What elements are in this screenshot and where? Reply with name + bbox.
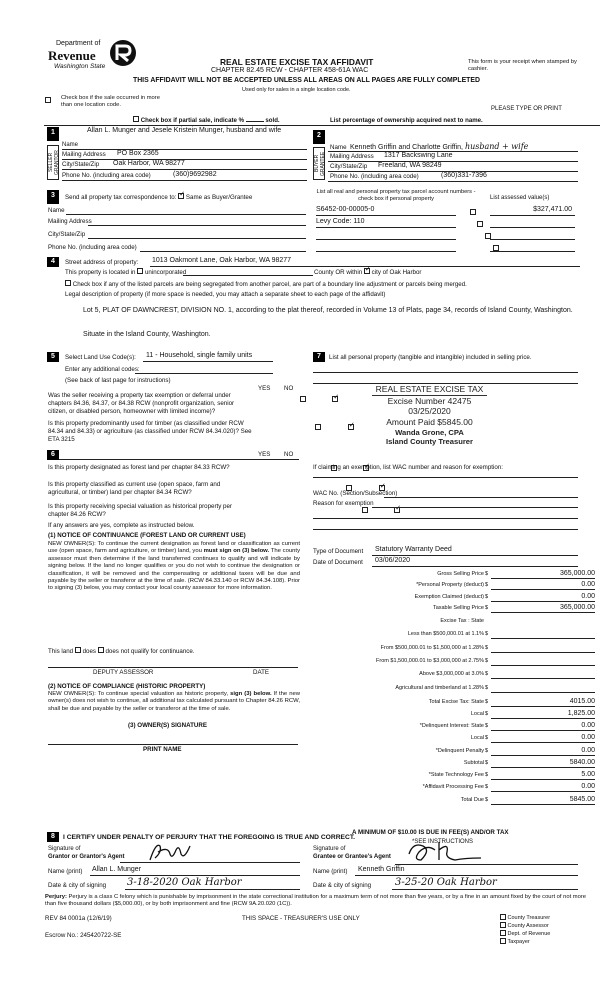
grantee-signature[interactable] — [405, 838, 485, 864]
buyer-phone-label: Phone No. (including area code) — [330, 173, 419, 180]
tax-row — [313, 670, 599, 680]
s6-yes-header: YES — [258, 451, 271, 458]
city-checkbox[interactable] — [364, 268, 370, 274]
see-back-note: (See back of last page for instructions) — [65, 377, 171, 384]
tax-row — [313, 684, 599, 694]
tax-row-amount[interactable] — [491, 684, 595, 693]
copy-county-assessor: County Assessor — [500, 922, 550, 930]
logo-revenue: Revenue — [48, 48, 96, 63]
tax-row — [313, 630, 599, 640]
notice-continuance-body: NEW OWNER(S): To continue the current designation as forest land or classification as current use (open space, farm and agriculture, or timber) land, you must sign on (3) below. The county assessor must then determine if the land transferred continues to qualify and will indicate by signing below. If the land no longer qualifies or you do not wish to continue the designation or classification, it will be removed and the compensating or additional taxes will be due and payable by the seller or transferor at the time of sale. (RCW 84.33.140 or RCW 84.34.108). Prior to signing (3) below, you may contact your local county assessor for more information. — [48, 541, 301, 592]
tax-row-label: Gross Selling Price — [437, 571, 484, 577]
legal-label: Legal description of property (if more space is needed, you may attach a separate sheet to each page of the affidavit) — [65, 291, 386, 298]
tax-row-label: *Delinquent Penalty — [435, 748, 484, 754]
notice-compliance-body: NEW OWNER(S): To continue special valuation as historic property, sign (3) below. If the new owner(s) does not wish to continue, all additional tax calculated pursuant to Chapter 84.26 RCW, shall be due and payable by the seller or transferor at the time of sale. — [48, 691, 301, 712]
parcel-personal-checkbox-2[interactable] — [477, 221, 483, 227]
grantee-name[interactable]: Kenneth Griffin — [358, 866, 405, 873]
buyer-csz[interactable]: Freeland, WA 98249 — [378, 162, 442, 169]
section-5-badge: 5 — [47, 352, 59, 362]
perjury-note: Perjury: Perjury is a class C felony which is punishable by imprisonment in the state correctional institution for a maximum term of not more than five years, or by a fine in an amount fixed by the court of not more than five thousand dollars ($5,000.00), or by both imprisonment and fine (RCW 9A.20.020 (1C)). — [45, 894, 586, 908]
tax-row — [313, 644, 599, 654]
seller-csz[interactable]: Oak Harbor, WA 98277 — [113, 160, 185, 167]
tax-row-label: *Delinquent Interest: State — [419, 723, 484, 729]
tax-row-label: *Affidavit Processing Fee — [422, 784, 484, 790]
tax-row-label: Above $3,000,000 at 3.0% — [419, 671, 484, 677]
buyer-address-label: Mailing Address — [330, 153, 374, 160]
same-as-buyer-checkbox[interactable] — [178, 193, 184, 199]
doc-date-label: Date of Document — [313, 559, 363, 566]
grantee-sig-label: Signature of Grantee or Grantee's Agent — [313, 846, 391, 860]
rev-number: REV 84 0001a (12/6/19) — [45, 915, 112, 922]
grantor-date-label: Date & city of signing — [48, 882, 107, 889]
s6-if-yes: If any answers are yes, complete as instructed below. — [48, 522, 195, 529]
doc-type-label: Type of Document — [313, 548, 364, 555]
s3-csz-label: City/State/Zip — [48, 231, 86, 238]
section-3-badge: 3 — [47, 190, 59, 204]
tax-row — [313, 570, 599, 580]
tax-row — [313, 747, 599, 757]
copy-county-treasurer: County Treasurer — [500, 914, 550, 922]
s6-q3-no[interactable] — [394, 507, 400, 513]
dollar-sign: $ — [485, 723, 489, 729]
tax-row-label: Excise Tax : State — [440, 618, 484, 624]
section-8-badge: 8 — [47, 832, 59, 842]
dollar-sign: $ — [485, 671, 489, 677]
unincorporated-checkbox[interactable] — [137, 268, 143, 274]
stamp-line-4: Amount Paid $5845.00 — [386, 416, 473, 427]
grantor-date-city[interactable]: 3-18-2020 Oak Harbor — [127, 877, 242, 888]
tax-row-amount[interactable]: 365,000.00 — [491, 604, 595, 613]
dollar-sign: $ — [485, 582, 489, 588]
tax-row — [313, 617, 599, 627]
form-title: REAL ESTATE EXCISE TAX AFFIDAVIT — [220, 57, 374, 67]
tax-row — [313, 796, 599, 806]
doc-type[interactable]: Statutory Warranty Deed — [375, 546, 452, 553]
s3-address-label: Mailing Address — [48, 218, 92, 225]
dollar-sign: $ — [485, 760, 489, 766]
dollar-sign: $ — [485, 571, 489, 577]
tax-row-amount[interactable]: 0.00 — [491, 581, 595, 590]
escrow-number: Escrow No.: 245420722-SE — [45, 932, 122, 939]
dollar-sign: $ — [485, 685, 489, 691]
located-line: This property is located in unincorporated — [65, 269, 187, 276]
treasurer-space: THIS SPACE - TREASURER'S USE ONLY — [242, 915, 360, 922]
dollar-sign: $ — [485, 735, 489, 741]
send-correspondence: Send all property tax correspondence to: ✓ Same as Buyer/Grantee — [65, 194, 252, 202]
tax-row — [313, 593, 599, 603]
grantor-sig-label: Signature of Grantor or Grantor's Agent — [48, 846, 125, 860]
owner-signature-label: (3) OWNER(S) SIGNATURE — [128, 722, 207, 729]
tax-row-label: Local — [470, 735, 484, 741]
parcel-number[interactable]: S6452-00-00005-0 — [316, 206, 375, 213]
form-chapter: CHAPTER 82.45 RCW - CHAPTER 458-61A WAC — [211, 67, 369, 74]
land-use-label: Select Land Use Code(s): — [65, 354, 136, 361]
tax-row-amount[interactable] — [491, 670, 595, 679]
s5-q1-no[interactable] — [332, 396, 338, 402]
buyer-name[interactable]: Kenneth Griffin and Charlotte Griffin, husband + wife — [350, 142, 529, 151]
street-address-label: Street address of property: — [65, 259, 139, 266]
seller-name-label: Name — [62, 142, 79, 148]
receipt-note: This form is your receipt when stamped by cashier. — [468, 59, 577, 73]
grantee-date-label: Date & city of signing — [313, 882, 372, 889]
dollar-sign: $ — [485, 645, 489, 651]
s5-q2-yes[interactable] — [315, 424, 321, 430]
buyer-phone[interactable]: (360)331-7396 — [441, 172, 487, 179]
partial-sale-checkbox[interactable] — [133, 116, 139, 122]
form-warning: THIS AFFIDAVIT WILL NOT BE ACCEPTED UNLESS ALL AREAS ON ALL PAGES ARE FULLY COMPLETED — [133, 77, 480, 84]
land-use-code[interactable]: 11 - Household, single family units — [146, 352, 253, 359]
logo-state: Washington State — [54, 63, 106, 70]
exemption-label: If claiming an exemption, list WAC number and reason for exemption: — [313, 464, 503, 471]
s5-question-2: Is this property predominantly used for timber (as classified under RCW 84.34 and 84.33) or agriculture (as classified under RCW 84.34.020)? See ETA 3215 — [48, 420, 252, 443]
tax-row-amount[interactable]: 0.00 — [491, 734, 595, 743]
levy-code[interactable]: Levy Code: 110 — [316, 218, 365, 225]
tax-row-label: Less than $500,000.01 at 1.1% — [407, 631, 484, 637]
tax-row-amount[interactable]: 5.00 — [491, 771, 595, 780]
tax-row-label: Total Due — [460, 797, 484, 803]
seller-address[interactable]: PO Box 2365 — [117, 150, 159, 157]
dollar-sign: $ — [485, 631, 489, 637]
street-address[interactable]: 1013 Oakmont Lane, Oak Harbor, WA 98277 — [152, 257, 292, 264]
tax-row-label: *State Technology Fee — [428, 772, 484, 778]
dollar-sign: $ — [485, 699, 489, 705]
section-1-badge: 1 — [47, 127, 59, 141]
section-4-badge: 4 — [47, 257, 59, 267]
reason-label: Reason for exemption — [313, 500, 374, 507]
tax-row — [313, 783, 599, 793]
tax-row-label: From $1,500,000.01 to $3,000,000 at 2.75% — [376, 658, 484, 664]
tax-row — [313, 771, 599, 781]
s5-yes-header: YES — [258, 385, 271, 392]
segregated-checkbox[interactable] — [65, 280, 71, 286]
copy-distribution — [500, 914, 550, 946]
tax-row-amount[interactable]: 0.00 — [491, 747, 595, 756]
dollar-sign: $ — [485, 784, 489, 790]
tax-row-label: *Personal Property (deduct) — [416, 582, 484, 588]
buyer-csz-label: City/State/Zip — [330, 163, 368, 170]
dollar-sign: $ — [485, 711, 489, 717]
seller-name[interactable]: Allan L. Munger and Jesele Kristein Munger, husband and wife — [87, 127, 282, 134]
percentage-instruction: List percentage of ownership acquired next to name. — [330, 117, 483, 124]
dollar-sign: $ — [485, 772, 489, 778]
grantor-signature[interactable] — [146, 840, 196, 864]
grantee-name-label: Name (print) — [313, 868, 348, 875]
dor-logo-icon — [108, 38, 138, 68]
tax-row — [313, 657, 599, 667]
section-6-badge: 6 — [47, 450, 59, 460]
logo-dept: Department of — [56, 40, 101, 47]
dollar-sign: $ — [485, 797, 489, 803]
stamp-line-6: Island County Treasurer — [386, 436, 473, 446]
doc-date[interactable]: 03/06/2020 — [375, 557, 411, 564]
seller-csz-label: City/State/Zip — [62, 161, 100, 168]
s5-q1-yes[interactable] — [300, 396, 306, 402]
tax-row — [313, 734, 599, 744]
tax-row-amount[interactable]: 1,825.00 — [491, 710, 595, 719]
tax-row-amount[interactable] — [491, 630, 595, 639]
section-7-badge: 7 — [313, 352, 325, 362]
tax-row — [313, 698, 599, 708]
see-instructions: *SEE INSTRUCTIONS — [412, 839, 474, 845]
tax-row-amount[interactable]: 5840.00 — [491, 759, 595, 768]
tax-row — [313, 722, 599, 732]
multi-location-label: Check box if the sale occurred in more than one location code. — [61, 95, 160, 109]
section-2-badge: 2 — [313, 130, 325, 144]
tax-row-label: From $500,000.01 to $1,500,000 at 1.28% — [380, 645, 484, 651]
tax-row — [313, 759, 599, 769]
s6-q3-yes[interactable] — [362, 507, 368, 513]
deputy-date-label: DATE — [253, 669, 270, 676]
seller-address-label: Mailing Address — [62, 151, 106, 158]
this-land-line: This land does does not qualify for continuance. — [48, 648, 195, 655]
grantor-name[interactable]: Allan L. Munger — [92, 866, 142, 873]
seller-tab: SELLER GRANTOR — [47, 145, 59, 180]
s6-no-header: NO — [284, 451, 294, 458]
buyer-handwritten: husband + wife — [464, 142, 529, 151]
stamp-line-1: REAL ESTATE EXCISE TAX — [372, 384, 488, 396]
seller-phone-label: Phone No. (including area code) — [62, 172, 151, 179]
tax-row-amount[interactable] — [491, 644, 595, 653]
s3-phone-label: Phone No. (including area code) — [48, 244, 137, 251]
partial-sale: Check box if partial sale, indicate % sold. — [133, 117, 280, 125]
buyer-name-label: Name — [330, 144, 347, 151]
notice-continuance-title: (1) NOTICE OF CONTINUANCE (FOREST LAND OR CURRENT USE) — [48, 532, 246, 539]
tax-row-label: Agricultural and timberland at 1.28% — [395, 685, 484, 691]
tax-row-label: Local — [470, 711, 484, 717]
copy-taxpayer: Taxpayer — [500, 938, 550, 946]
land-does-not-checkbox[interactable] — [98, 647, 104, 653]
type-or-print: PLEASE TYPE OR PRINT — [491, 106, 562, 112]
tax-row-amount[interactable]: 0.00 — [491, 722, 595, 731]
excise-tax-stamp — [342, 384, 517, 446]
deputy-assessor-label: DEPUTY ASSESSOR — [93, 669, 154, 676]
s3-name-label: Name — [48, 207, 65, 214]
tax-row-amount[interactable]: 4015.00 — [491, 698, 595, 707]
assessed-value[interactable]: $327,471.00 — [533, 206, 572, 213]
stamp-line-2: Excise Number 42475 — [387, 395, 472, 406]
additional-codes-label: Enter any additional codes: — [65, 366, 140, 373]
minimum-due-note: A MINIMUM OF $10.00 IS DUE IN FEE(S) AND/OR TAX — [352, 829, 509, 836]
personal-property-label: List all personal property (tangible and intangible) included in selling price. — [329, 354, 532, 361]
parcel-list-header: List all real and personal property tax parcel account numbers - check box if personal property — [316, 189, 476, 203]
multi-location-checkbox[interactable] — [45, 97, 51, 103]
tax-row-label: Taxable Selling Price — [432, 605, 484, 611]
buyer-address[interactable]: 1317 Backswing Lane — [384, 152, 453, 159]
tax-row-label: Total Excise Tax: State — [428, 699, 484, 705]
dollar-sign: $ — [485, 605, 489, 611]
tax-row — [313, 710, 599, 720]
buyer-tab: BUYER GRANTEE — [313, 147, 325, 180]
grantor-name-label: Name (print) — [48, 868, 83, 875]
tax-row-amount[interactable]: 0.00 — [491, 783, 595, 792]
tax-row-amount[interactable] — [491, 657, 595, 666]
print-name-label: PRINT NAME — [143, 746, 182, 753]
tax-row-amount[interactable]: 5845.00 — [491, 796, 595, 805]
parcel-personal-checkbox-1[interactable] — [470, 209, 476, 215]
tax-row — [313, 581, 599, 591]
s6-question-3: Is this property receiving special valuation as historical property per chapter 84.26 RCW? — [48, 503, 232, 518]
stamp-line-5: Wanda Grone, CPA — [395, 427, 464, 437]
copy-dept-revenue: Dept. of Revenue — [500, 930, 550, 938]
land-does-checkbox[interactable] — [75, 647, 81, 653]
grantee-date-city[interactable]: 3-25-20 Oak Harbor — [395, 877, 497, 888]
assessed-header: List assessed value(s) — [490, 195, 550, 201]
stamp-line-3: 03/25/2020 — [408, 406, 451, 417]
seller-phone[interactable]: (360)9692982 — [173, 171, 217, 178]
wac-label: WAC No. (Section/Subsection) — [313, 490, 398, 497]
s6-question-1: Is this property designated as forest land per chapter 84.33 RCW? — [48, 464, 230, 471]
s5-question-1: Was the seller receiving a property tax exemption or deferral under chapters 84.36, 84.37, or 84.38 RCW (nonprofit organization, senior citizen, or disabled person, homeowner with limited income)? — [48, 392, 235, 415]
dollar-sign: $ — [485, 594, 489, 600]
certify-text: I CERTIFY UNDER PENALTY OF PERJURY THAT THE FOREGOING IS TRUE AND CORRECT. — [63, 834, 356, 841]
dollar-sign: $ — [485, 658, 489, 664]
tax-row-label: Subtotal — [463, 760, 484, 766]
notice-compliance-title: (2) NOTICE OF COMPLIANCE (HISTORIC PROPERTY) — [48, 683, 206, 690]
s5-no-header: NO — [284, 385, 294, 392]
segregated-line: Check box if any of the listed parcels are being segregated from another parcel, are part of a boundary line adjustment or parcels being merged. — [65, 281, 467, 289]
dollar-sign: $ — [485, 748, 489, 754]
tax-row-amount[interactable]: 0.00 — [491, 593, 595, 602]
tax-row-amount[interactable]: 365,000.00 — [491, 570, 595, 579]
s6-question-2: Is this property classified as current use (open space, farm and agricultural, or timber) land per chapter 84.34 RCW? — [48, 481, 221, 496]
county-city: County OR within ✓ city of Oak Harbor — [314, 269, 422, 277]
legal-description[interactable]: Lot 5, PLAT OF DAWNCREST, DIVISION NO. 1, according to the plat thereof, recorded in Volume 13 of Plats, page 34, records of Island County, Washington. — [83, 307, 573, 314]
tax-row — [313, 604, 599, 614]
legal-situate[interactable]: Situate in the Island County, Washington. — [83, 331, 211, 338]
single-location-note: Used only for sales in a single location code. — [242, 87, 351, 93]
tax-row-label: Exemption Claimed (deduct) — [414, 594, 484, 600]
dor-logo — [30, 38, 140, 76]
